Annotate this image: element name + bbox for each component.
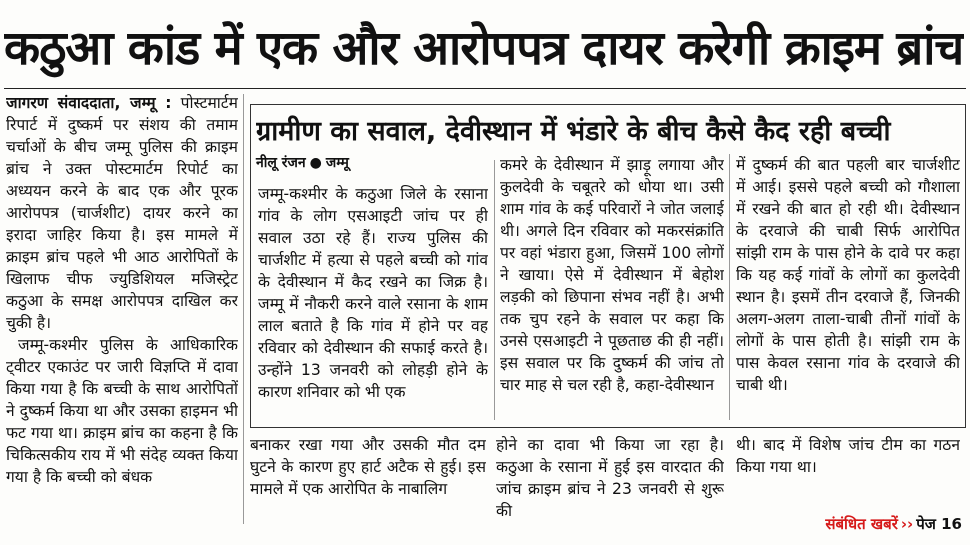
- box-column-3: में दुष्कर्म की बात पहली बार चार्जशीट में आई। इससे पहले बच्ची को गौशाला में रखने की बात हो रही थी। देवीस्थान के दरवाजे की चाबी सिर्फ आरोपित सांझी राम के पास होने के दावे पर कहा कि यह कई गांवों के लोगों का कुलदेवी स्थान है। इसमें तीन दरवाजे हैं, जिनकी अलग-अलग ताला-चाबी तीनों गांवों के लोगों के पास होती है। सांझी राम के पास केवल रसाना गांव के दरवाजे की चाबी थी।: [736, 156, 960, 394]
- box-column-2: कमरे के देवीस्थान में झाड़ू लगाया और कुलदेवी के चबूतरे को धोया था। उसी शाम गांव के कई परिवारों ने जोत जलाई थी। अगले दिन रविवार को मकरसंक्रांति पर वहां भंडारा हुआ, जिसमें 100 लोगों ने खाया। ऐसे में देवीस्थान में बेहोश लड़की को छिपाना संभव नहीं है। अभी तक चुप रहने के सवाल पर कहा कि उनसे एसआइटी ने पूछताछ की ही नहीं। इस सवाल पर कि दुष्कर्म की जांच तो चार माह से चल रही है, कहा-देवीस्थान: [500, 156, 724, 394]
- related-news-label: संबंधित खबरें: [825, 515, 898, 533]
- bottom-column-3: थी। बाद में विशेष जांच टीम का गठन किया गया था।: [736, 436, 960, 476]
- left-para-2: जम्मू-कश्मीर पुलिस के आधिकारिक ट्वीटर एकाउंट पर जारी विज्ञप्ति में दावा किया गया है कि बच्ची के साथ आरोपितों ने दुष्कर्म किया था और उसका हाइमन भी फट गया था। क्राइम ब्रांच का कहना है कि चिकित्सकीय राय में भी संदेह व्यक्त किया गया है कि बच्ची को बंधक: [6, 336, 238, 486]
- headline-rule: [4, 88, 966, 89]
- headline: कठुआ कांड में एक और आरोपपत्र दायर करेगी क्राइम ब्रांच: [4, 21, 964, 76]
- sidebar-story-title: ग्रामीण का सवाल, देवीस्थान में भंडारे के बीच कैसे कैद रही बच्ची: [256, 116, 891, 147]
- byline-location: जम्मू: [325, 155, 349, 171]
- byline-dot: ●: [309, 155, 322, 171]
- reporter-byline: जागरण संवाददाता, जम्मू :: [6, 94, 172, 112]
- related-page-number: पेज 16: [916, 515, 962, 533]
- column-separator: [243, 94, 244, 524]
- related-news-link[interactable]: [825, 513, 962, 535]
- left-column: [6, 92, 238, 522]
- box-column-1: जम्मू-कश्मीर के कठुआ जिले के रसाना गांव के लोग एसआइटी जांच पर ही सवाल उठा रहे हैं। राज्य पुलिस की चार्जशीट में हत्या से पहले बच्ची को गांव के देवीस्थान में कैद रखने का जिक्र है। जम्मू में नौकरी करने वाले रसाना के शाम लाल बताते है कि गांव में होने पर वह रविवार को देवीस्थान की सफाई करते है। उन्होंने 13 जनवरी को लोहड़ी होने के कारण शनिवार को भी एक: [258, 185, 488, 401]
- bottom-column-2: होने का दावा भी किया जा रहा है। कठुआ के रसाना में हुई इस वारदात की जांच क्राइम ब्रांच ने 23 जनवरी से शुरू की: [496, 436, 724, 520]
- bottom-column-1: बनाकर रखा गया और उसकी मौत दम घुटने के कारण हुए हार्ट अटैक से हुई। इस मामले में एक आरोपित के नाबालिग: [250, 436, 486, 498]
- left-para-1: जागरण संवाददाता, जम्मू : पोस्टमार्टम रिपार्ट में दुष्कर्म पर संशय की तमाम चर्चाओं के बीच जम्मू पुलिस की क्राइम ब्रांच ने उक्त पोस्टमार्टम रिपोर्ट का अध्ययन करने के बाद एक और पूरक आरोपपत्र (चार्जशीट) दायर करने का इरादा जाहिर किया है। इस मामले में क्राइम ब्रांच पहले भी आठ आरोपितों के खिलाफ चीफ ज्युडिशियल मजिस्ट्रेट कठुआ के समक्ष आरोपपत्र दाखिल कर चुकी है।: [6, 94, 238, 332]
- sidebar-story-byline: [256, 152, 349, 174]
- author-name: नीलू रंजन: [256, 155, 306, 171]
- box-column-separator: [494, 160, 495, 420]
- double-chevron-icon: ››: [900, 515, 914, 533]
- box-column-separator: [729, 154, 730, 420]
